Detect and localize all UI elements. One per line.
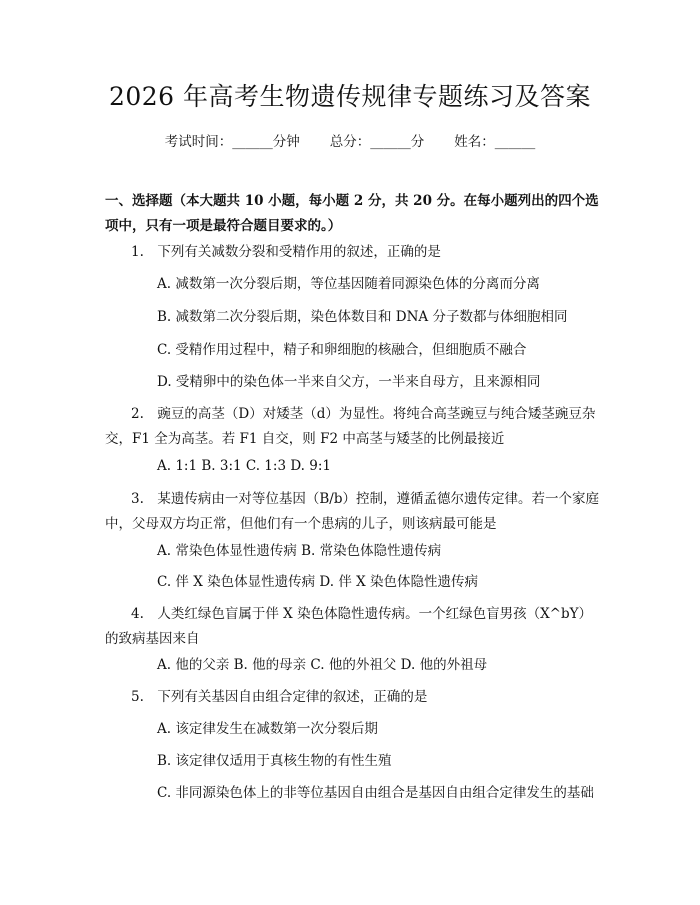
question-2-options: A. 1:1 B. 3:1 C. 1:3 D. 9:1	[157, 458, 331, 474]
question-3-options-cd: C. 伴 X 染色体显性遗传病 D. 伴 X 染色体隐性遗传病	[157, 574, 479, 590]
exam-info-line	[0, 133, 700, 151]
question-5-option-b: B. 该定律仅适用于真核生物的有性生殖	[157, 753, 392, 769]
question-1-stem: 1. 下列有关减数分裂和受精作用的叙述，正确的是	[131, 244, 441, 260]
question-1-option-b: B. 减数第二次分裂后期，染色体数目和 DNA 分子数都与体细胞相同	[157, 309, 568, 325]
section-heading-choice: 一、选择题（本大题共 10 小题，每小题 2 分，共 20 分。在每小题列出的四个选项中，只有一项是最符合题目要求的。）	[105, 193, 599, 234]
question-1-option-a: A. 减数第一次分裂后期，等位基因随着同源染色体的分离而分离	[157, 276, 540, 292]
question-3-stem: 3. 某遗传病由一对等位基因（B/b）控制，遵循孟德尔遗传定律。若一个家庭中，父母双方均正常，但他们有一个患病的儿子，则该病最可能是	[105, 491, 599, 532]
student-name-field: 姓名：______	[454, 134, 536, 150]
question-4-options: A. 他的父亲 B. 他的母亲 C. 他的外祖父 D. 他的外祖母	[157, 657, 488, 673]
page-title: 2026 年高考生物遗传规律专题练习及答案	[108, 82, 592, 111]
exam-time-field: 考试时间：______分钟	[164, 134, 300, 150]
question-5-stem: 5. 下列有关基因自由组合定律的叙述，正确的是	[131, 689, 428, 705]
question-4-stem: 4. 人类红绿色盲属于伴 X 染色体隐性遗传病。一个红绿色盲男孩（X^bY）的致病基因来自	[105, 606, 593, 647]
question-2-stem: 2. 豌豆的高茎（D）对矮茎（d）为显性。将纯合高茎豌豆与纯合矮茎豌豆杂交，F1 全为高茎。若 F1 自交，则 F2 中高茎与矮茎的比例最接近	[105, 406, 596, 447]
question-1-option-d: D. 受精卵中的染色体一半来自父方，一半来自母方，且来源相同	[157, 374, 541, 390]
question-3-options-ab: A. 常染色体显性遗传病 B. 常染色体隐性遗传病	[157, 543, 442, 559]
question-1-option-c: C. 受精作用过程中，精子和卵细胞的核融合，但细胞质不融合	[157, 342, 527, 358]
total-score-field: 总分：______分	[329, 134, 425, 150]
question-5-option-a: A. 该定律发生在减数第一次分裂后期	[157, 721, 378, 737]
question-5-option-c: C. 非同源染色体上的非等位基因自由组合是基因自由组合定律发生的基础	[157, 785, 594, 801]
